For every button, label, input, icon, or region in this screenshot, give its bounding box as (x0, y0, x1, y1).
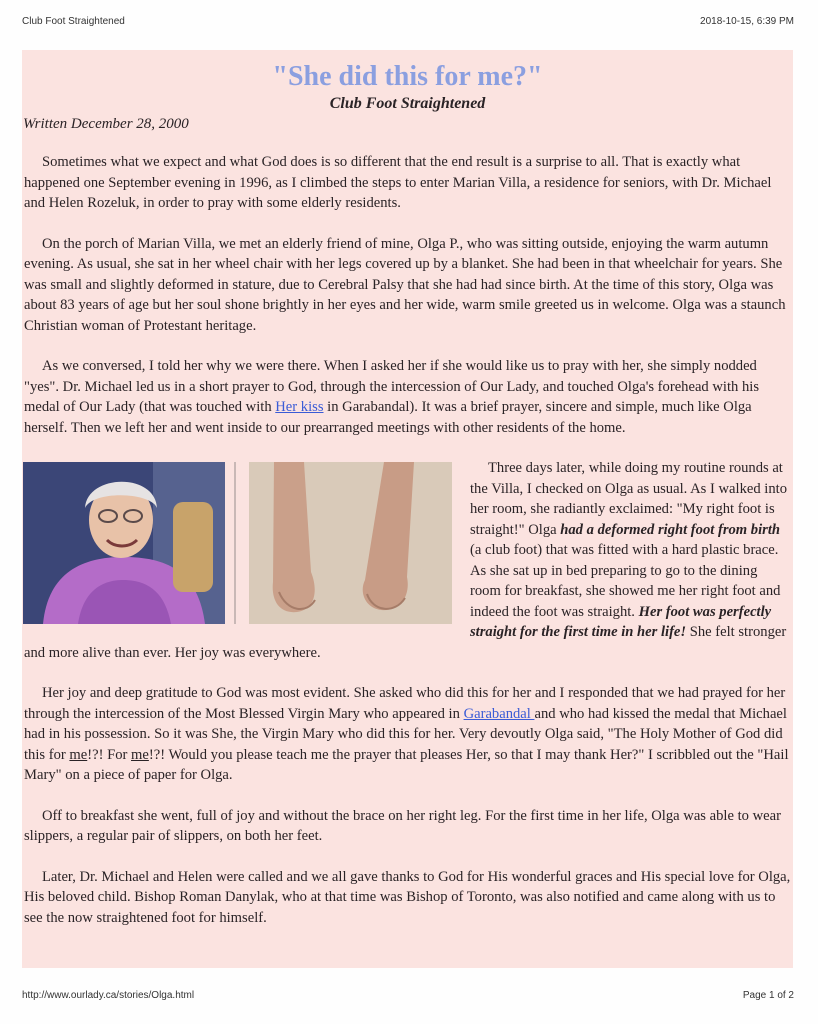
photo-divider (234, 462, 236, 624)
paragraph-3-text-a: As we conversed, I told her why we were there. When I asked her if she would like us to pray with her, she simply nodded "yes". Dr. Michael led us in a short prayer to God, through the intercession of Our Lady, and touched Olga's forehead with his medal of Our Lady (that was touched with (24, 358, 759, 415)
paragraph-7: Later, Dr. Michael and Helen were called and we all gave thanks to God for His wonderful graces and His special love for Olga, His beloved child. Bishop Roman Danylak, who at that time was Bishop of Toronto, was also notified and came along with us to see the now straightened foot for himself. (24, 868, 791, 926)
article-subtitle: Club Foot Straightened (329, 95, 486, 112)
paragraph-5-text-a: Her joy and deep gratitude to God was most evident. She asked who did this for her and I responded that we had prayed for her through the intercession of the Most Blessed Virgin Mary who appeared in (24, 685, 786, 722)
print-footer-url: http://www.ourlady.ca/stories/Olga.html (22, 990, 195, 1001)
print-header-timestamp: 2018-10-15, 6:39 PM (700, 16, 794, 27)
paragraph-6: Off to breakfast she went, full of joy and without the brace on her right leg. For the first time in her life, Olga was able to wear slippers, a regular pair of slippers, on both her feet. (24, 807, 781, 844)
paragraph-5-me-2: me (131, 746, 149, 763)
straightened-feet-photo (249, 462, 452, 624)
paragraph-4-emphasis-1: had a deformed right foot from birth (560, 521, 780, 538)
paragraph-2: On the porch of Marian Villa, we met an elderly friend of mine, Olga P., who was sitting outside, enjoying the warm autumn evening. As usual, she sat in her wheel chair with her legs covered up by a blanket. She had been in that wheelchair for years. She was small and slightly deformed in stature, due to Cerebral Palsy that she had had since birth. At the time of this story, Olga was about 83 years of age but her soul shone brightly in her eyes and her wide, warm smile greeted us in welcome. Olga was a staunch Christian woman of Protestant heritage. (24, 235, 786, 334)
paragraph-5 (22, 683, 793, 786)
photo-row (22, 462, 462, 624)
paragraph-4-emphasis-2: Her foot was perfectly straight for the first time in her life! (470, 603, 772, 640)
paragraph-1: Sometimes what we expect and what God does is so different that the end result is a surprise to all. That is exactly what happened one September evening in 1996, as I climbed the steps to enter Marian Villa, a residence for seniors, with Dr. Michael and Helen Rozeluk, in order to pray with some elderly residents. (24, 154, 772, 211)
paragraph-4-text-a: Three days later, while doing my routine rounds at the Villa, I checked on Olga as usual. As I walked into her room, she radiantly exclaimed: "My right foot is straight!" Olga (470, 460, 787, 538)
article-panel (22, 50, 793, 968)
olga-portrait-photo (23, 462, 225, 624)
her-kiss-link[interactable]: Her kiss (275, 399, 324, 415)
paragraph-5-text-b: and who had kissed the medal that Michael had in his possession. So it was She, the Virgin Mary who did this for her. Very devoutly Olga said, "The Holy Mother of God did this for (24, 705, 787, 763)
paragraph-3 (22, 356, 793, 438)
paragraph-5-text-d: !?! Would you please teach me the prayer that pleases Her, so that I may thank Her?" I scribbled out the "Hail Mary" on a piece of paper for Olga. (24, 746, 789, 783)
paragraph-5-text-c: !?! For (87, 746, 132, 763)
print-footer-page: Page 1 of 2 (742, 990, 794, 1001)
paragraph-4-text-c: (a club foot) that was fitted with a hard plastic brace. As she sat up in bed preparing to go to the dining room for breakfast, she showed me her right foot and indeed the foot was straight. (470, 542, 781, 620)
paragraph-5-me-1: me (69, 746, 88, 763)
paragraph-3-text-b: in Garabandal). It was a brief prayer, sincere and simple, much like Olga herself. Then we left her and went inside to our prearranged meetings with other residents of the home. (24, 399, 752, 436)
paragraph-4-text-e: She felt stronger and more alive than ever. Her joy was everywhere. (24, 624, 787, 661)
print-header-title: Club Foot Straightened (22, 16, 125, 27)
written-date: Written December 28, 2000 (23, 116, 189, 132)
garabandal-link[interactable]: Garabandal (463, 705, 535, 722)
article-title: "She did this for me?" (272, 61, 543, 92)
